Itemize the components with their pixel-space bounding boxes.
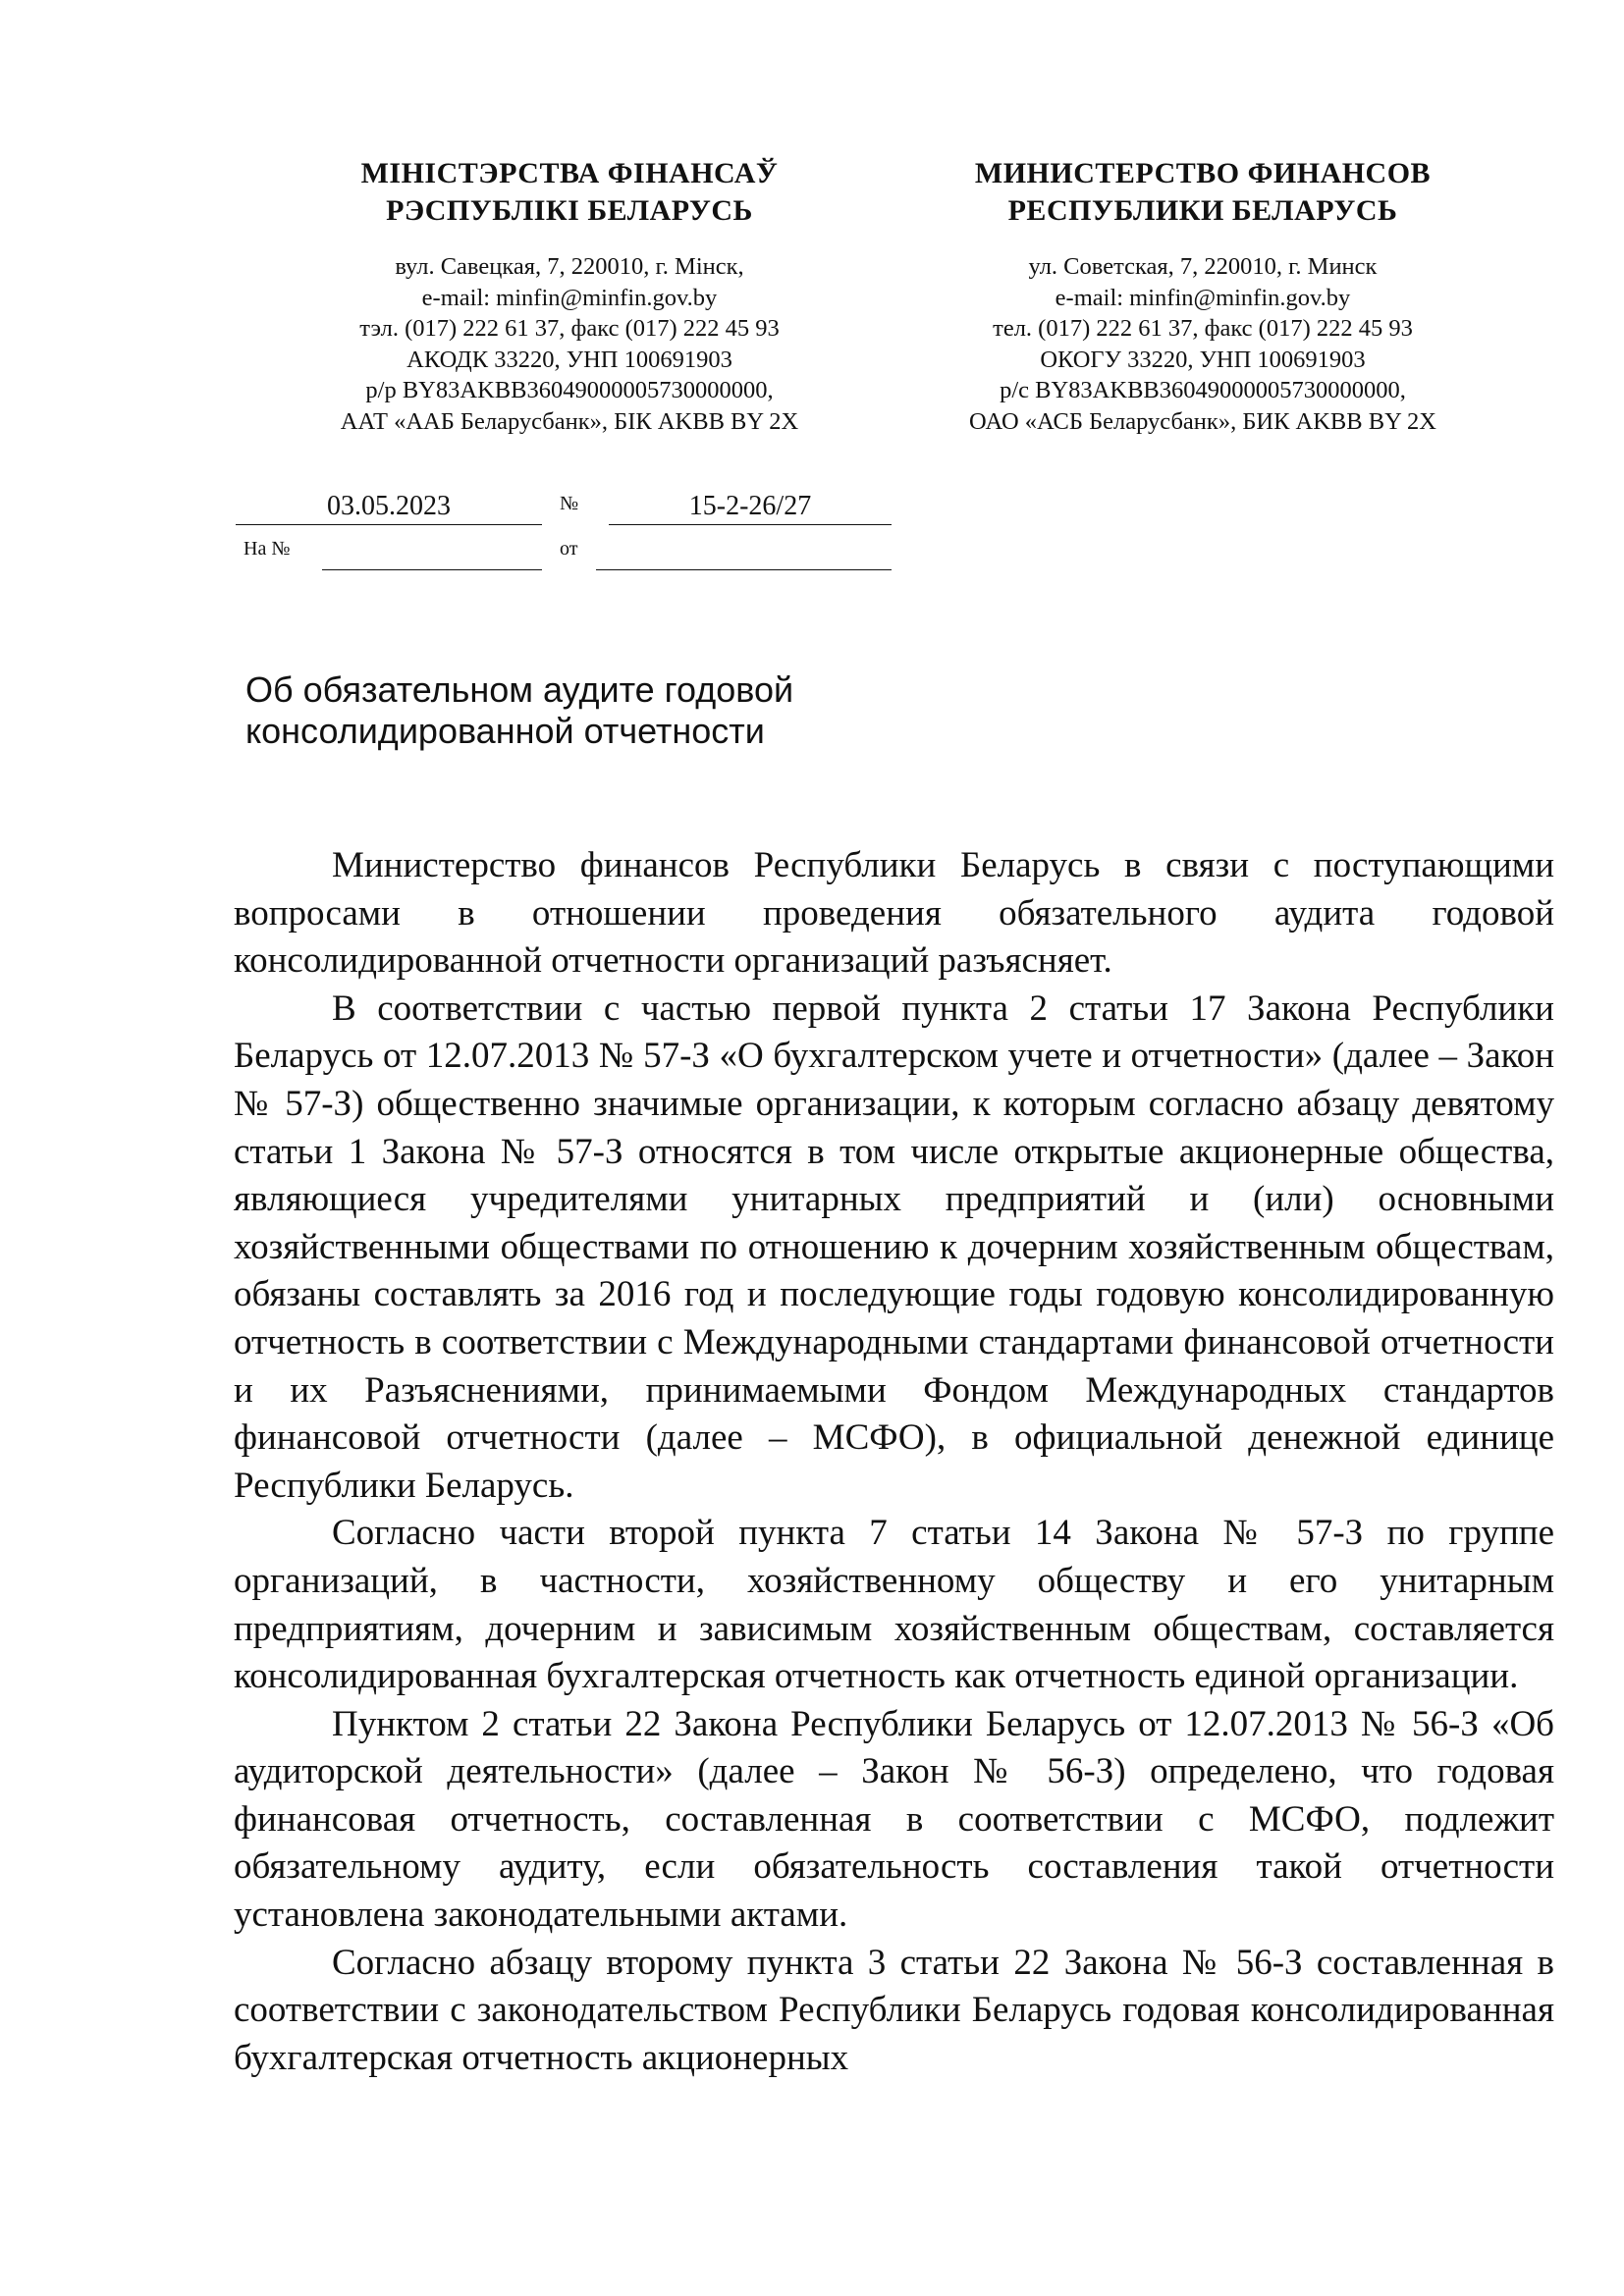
reference-number-line — [322, 538, 542, 570]
reference-date-line — [596, 538, 892, 570]
org-detail-line: вул. Савецкая, 7, 220010, г. Мінск, — [395, 253, 744, 280]
org-detail-line: e-mail: minfin@minfin.gov.by — [421, 284, 718, 311]
number-label: № — [560, 493, 579, 514]
org-details-ru — [898, 251, 1507, 437]
body-paragraph: Согласно абзацу второму пункта 3 статьи 22 Закона № 56-З составленная в соответствии с законодательством Республики Беларусь годовая консолидированная бухгалтерская отчетность акционерных — [234, 1942, 1554, 2078]
org-detail-line: e-mail: minfin@minfin.gov.by — [1055, 284, 1351, 311]
org-detail-line: тэл. (017) 222 61 37, факс (017) 222 45 93 — [359, 315, 780, 342]
org-detail-line: ОКОГУ 33220, УНП 100691903 — [1040, 346, 1366, 373]
org-detail-line: ААТ «ААБ Беларусбанк», БІК AKBB BY 2X — [340, 407, 799, 435]
letterhead-russian — [898, 155, 1507, 437]
org-details-be — [265, 251, 874, 437]
org-name-be-line2: РЭСПУБЛІКІ БЕЛАРУСЬ — [386, 194, 753, 227]
org-name-ru-line1: МИНИСТЕРСТВО ФИНАНСОВ — [974, 157, 1432, 189]
org-detail-line: р/р BY83AKBB36049000005730000000, — [365, 377, 774, 403]
document-subject — [245, 669, 793, 752]
subject-line1: Об обязательном аудите годовой — [245, 669, 794, 710]
org-detail-line: р/с BY83AKBB36049000005730000000, — [1000, 377, 1406, 403]
reference-number-label: На № — [244, 538, 291, 560]
org-detail-line: ул. Советская, 7, 220010, г. Минск — [1028, 253, 1378, 280]
letterhead-belarusian — [265, 155, 874, 437]
org-detail-line: тел. (017) 222 61 37, факс (017) 222 45 93 — [993, 315, 1413, 342]
org-detail-line: ОАО «АСБ Беларусбанк», БИК AKBB BY 2X — [969, 407, 1436, 435]
org-detail-line: АКОДК 33220, УНП 100691903 — [406, 346, 732, 373]
body-paragraph: Согласно части второй пункта 7 статьи 14 Закона № 57-З по группе организаций, в частности, хозяйственному обществу и его унитарным предприятиям, дочерним и зависимым хозяйственным обществам, составляется консолидированная бухгалтерская отчетность как отчетность единой организации. — [234, 1513, 1554, 1697]
letter-body — [234, 842, 1554, 2082]
org-name-be-line1: МІНІСТЭРСТВА ФІНАНСАЎ — [360, 157, 779, 189]
body-paragraph: Министерство финансов Республики Беларусь в связи с поступающими вопросами в отношении проведения обязательного аудита годовой консолидированной отчетности организаций разъясняет. — [234, 845, 1554, 982]
body-paragraph: В соответствии с частью первой пункта 2 статьи 17 Закона Республики Беларусь от 12.07.2013 № 57-З «О бухгалтерском учете и отчетности» (далее – Закон № 57-З) общественно значимые организации, к которым согласно абзацу девятому статьи 1 Закона № 57-З относятся в том числе открытые акционерные общества, являющиеся учредителями унитарных предприятий и (или) основными хозяйственными обществами по отношению к дочерним хозяйственным обществам, обязаны составлять за 2016 год и последующие годы годовую консолидированную отчетность в соответствии с Международными стандартами финансовой отчетности и их Разъяснениями, принимаемыми Фондом Международных стандартов финансовой отчетности (далее – МСФО), в официальной денежной единице Республики Беларусь. — [234, 988, 1554, 1506]
body-paragraph: Пунктом 2 статьи 22 Закона Республики Беларусь от 12.07.2013 № 56-З «Об аудиторской деятельности» (далее – Закон № 56-З) определено, что годовая финансовая отчетность, составленная в соответствии с МСФО, подлежит обязательному аудиту, если обязательность составления такой отчетности установлена законодательными актами. — [234, 1703, 1554, 1936]
document-number: 15-2-26/27 — [609, 489, 892, 525]
subject-line2: консолидированной отчетности — [245, 711, 765, 751]
org-name-ru-line2: РЕСПУБЛИКИ БЕЛАРУСЬ — [1007, 194, 1398, 227]
document-date: 03.05.2023 — [236, 489, 542, 525]
reference-date-label: от — [560, 538, 578, 560]
